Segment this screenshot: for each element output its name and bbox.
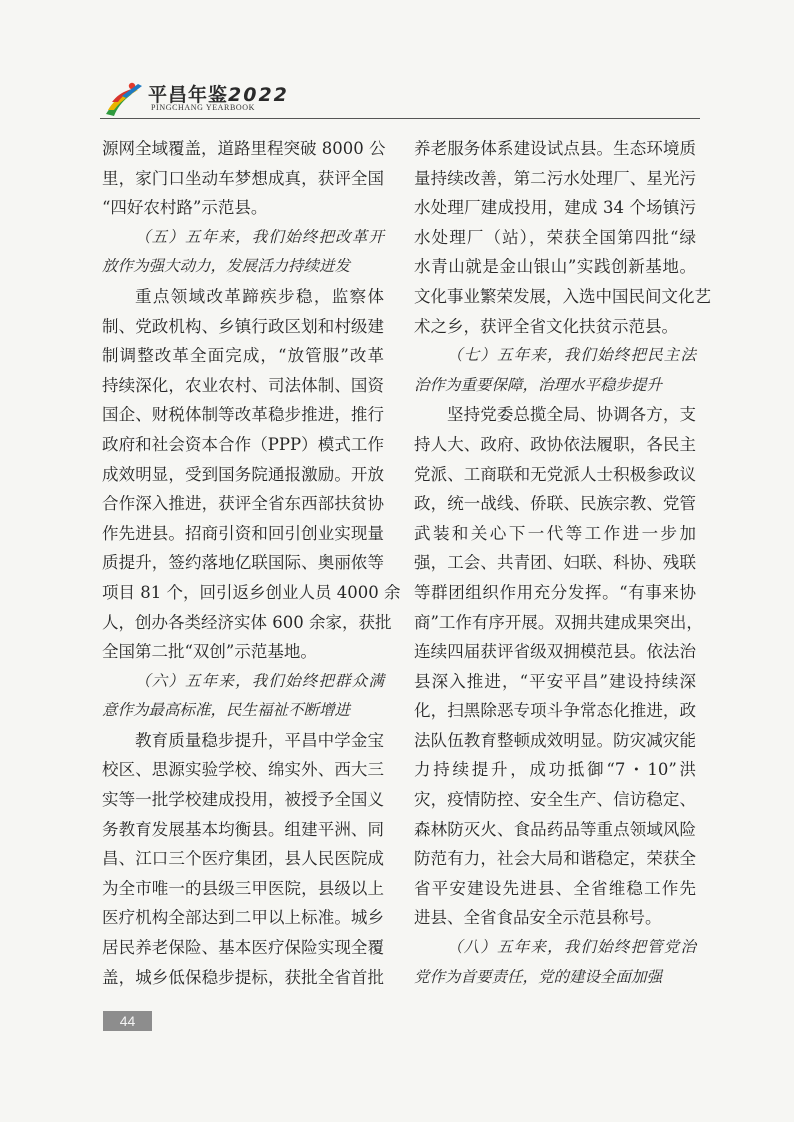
section-heading xyxy=(102,223,384,282)
text-line: 水青山就是金山银山”实践创新基地。 xyxy=(414,257,696,277)
text-line: 持续深化，农业农村、司法体制、国资 xyxy=(102,375,384,395)
text-line: 养老服务体系建设试点县。生态环境质 xyxy=(414,139,696,158)
section-heading xyxy=(414,933,696,992)
text-line: 质提升，签约落地亿联国际、奥丽侬等 xyxy=(102,553,384,573)
text-line: 县深入推进，“平安平昌”建设持续深 xyxy=(414,671,696,691)
text-line: 力持续提升，成功抵御“7・10”洪 xyxy=(414,760,696,780)
yearbook-logo-icon xyxy=(102,80,144,118)
paragraph xyxy=(102,726,384,992)
text-line: 教育质量稳步提升，平昌中学金宝 xyxy=(135,730,384,750)
paragraph xyxy=(414,400,703,933)
paragraph xyxy=(102,282,401,667)
text-line: 水处理厂（站），荣获全国第四批“绿 xyxy=(414,227,696,247)
text-line: 法队伍教育整顿成效明显。防灾减灾能 xyxy=(414,730,696,750)
text-line: 合作深入推进，获评全省东西部扶贫协 xyxy=(102,494,384,514)
text-line: 政府和社会资本合作（PPP）模式工作 xyxy=(102,434,384,454)
text-line: “四好农村路”示范县。 xyxy=(102,198,268,218)
text-line: 治作为重要保障，治理水平稳步提升 xyxy=(414,375,663,394)
text-line: 水处理厂建成投用，建成 34 个场镇污 xyxy=(414,198,696,218)
page-number: 44 xyxy=(103,1011,152,1031)
section-heading xyxy=(414,341,696,400)
text-line: 文化事业繁荣发展，入选中国民间文化艺 xyxy=(414,286,711,306)
text-line: 制调整改革全面完成，“放管服”改革 xyxy=(102,346,384,366)
text-line: 持人大、政府、政协依法履职，各民主 xyxy=(414,434,696,454)
yearbook-year: 2022 xyxy=(228,84,289,106)
header-divider xyxy=(100,118,700,119)
text-line: 里，家门口坐动车梦想成真，获评全国 xyxy=(102,168,384,188)
text-line: 省平安建设先进县、全省维稳工作先 xyxy=(414,878,696,898)
text-line: 进县、全省食品安全示范县称号。 xyxy=(414,908,662,928)
text-line: 坚持党委总揽全局、协调各方，支 xyxy=(447,405,696,425)
text-line: 灾，疫情防控、安全生产、信访稳定、 xyxy=(414,790,696,810)
text-line: 强，工会、共青团、妇联、科协、残联 xyxy=(414,553,696,573)
text-line: 术之乡，获评全省文化扶贫示范县。 xyxy=(414,316,678,336)
text-line: （五）五年来，我们始终把改革开 xyxy=(135,227,384,246)
text-line: 作先进县。招商引资和回引创业实现量 xyxy=(102,523,384,543)
text-line: （六）五年来，我们始终把群众满 xyxy=(135,671,384,690)
section-heading xyxy=(102,667,384,726)
text-line: 校区、思源实验学校、绵实外、西大三 xyxy=(102,760,384,780)
text-line: 昌、江口三个医疗集团，县人民医院成 xyxy=(102,849,384,869)
text-line: 盖，城乡低保稳步提标，获批全省首批 xyxy=(102,967,384,987)
text-line: 项目 81 个，回引返乡创业人员 4000 余 xyxy=(102,582,401,602)
text-line: 化，扫黑除恶专项斗争常态化推进，政 xyxy=(414,701,696,721)
text-line: 量持续改善，第二污水处理厂、星光污 xyxy=(414,168,696,188)
paragraph xyxy=(102,134,384,223)
text-line: 连续四届获评省级双拥模范县。依法治 xyxy=(414,642,696,662)
text-line: 政，统一战线、侨联、民族宗教、党管 xyxy=(414,494,696,514)
text-line: 意作为最高标准，民生福祉不断增进 xyxy=(102,701,351,720)
text-line: 为全市唯一的县级三甲医院，县级以上 xyxy=(102,878,384,898)
left-column xyxy=(102,134,401,992)
right-column xyxy=(414,134,711,992)
text-line: （七）五年来，我们始终把民主法 xyxy=(447,346,696,365)
paragraph xyxy=(414,134,711,341)
text-line: 等群团组织作用充分发挥。“有事来协 xyxy=(414,582,696,602)
text-line: 党作为首要责任，党的建设全面加强 xyxy=(414,967,663,986)
text-line: 制、党政机构、乡镇行政区划和村级建 xyxy=(102,316,384,336)
text-line: 党派、工商联和无党派人士积极参政议 xyxy=(414,464,696,484)
text-line: 商”工作有序开展。双拥共建成果突出， xyxy=(414,612,703,632)
text-line: 人，创办各类经济实体 600 余家，获批 xyxy=(102,612,392,632)
text-line: 务教育发展基本均衡县。组建平洲、同 xyxy=(102,819,384,839)
text-line: 放作为强大动力，发展活力持续迸发 xyxy=(102,257,351,276)
yearbook-title-en: PINGCHANG YEARBOOK xyxy=(151,103,256,112)
text-line: 武装和关心下一代等工作进一步加 xyxy=(414,523,696,543)
yearbook-title-cn: 平昌年鉴 xyxy=(148,84,229,106)
text-line: 医疗机构全部达到二甲以上标准。城乡 xyxy=(102,908,384,928)
text-line: 居民养老保险、基本医疗保险实现全覆 xyxy=(102,938,384,958)
text-line: 全国第二批“双创”示范基地。 xyxy=(102,642,317,662)
text-line: （八）五年来，我们始终把管党治 xyxy=(447,938,696,957)
text-line: 实等一批学校建成投用，被授予全国义 xyxy=(102,790,384,810)
text-line: 成效明显，受到国务院通报激励。开放 xyxy=(102,464,384,484)
text-line: 森林防灭火、食品药品等重点领域风险 xyxy=(414,819,696,839)
text-line: 国企、财税体制等改革稳步推进，推行 xyxy=(102,405,384,425)
text-line: 源网全域覆盖，道路里程突破 8000 公 xyxy=(102,139,386,158)
text-line: 防范有力，社会大局和谐稳定，荣获全 xyxy=(414,849,696,869)
text-line: 重点领域改革蹄疾步稳，监察体 xyxy=(135,286,384,306)
running-header xyxy=(100,76,700,118)
